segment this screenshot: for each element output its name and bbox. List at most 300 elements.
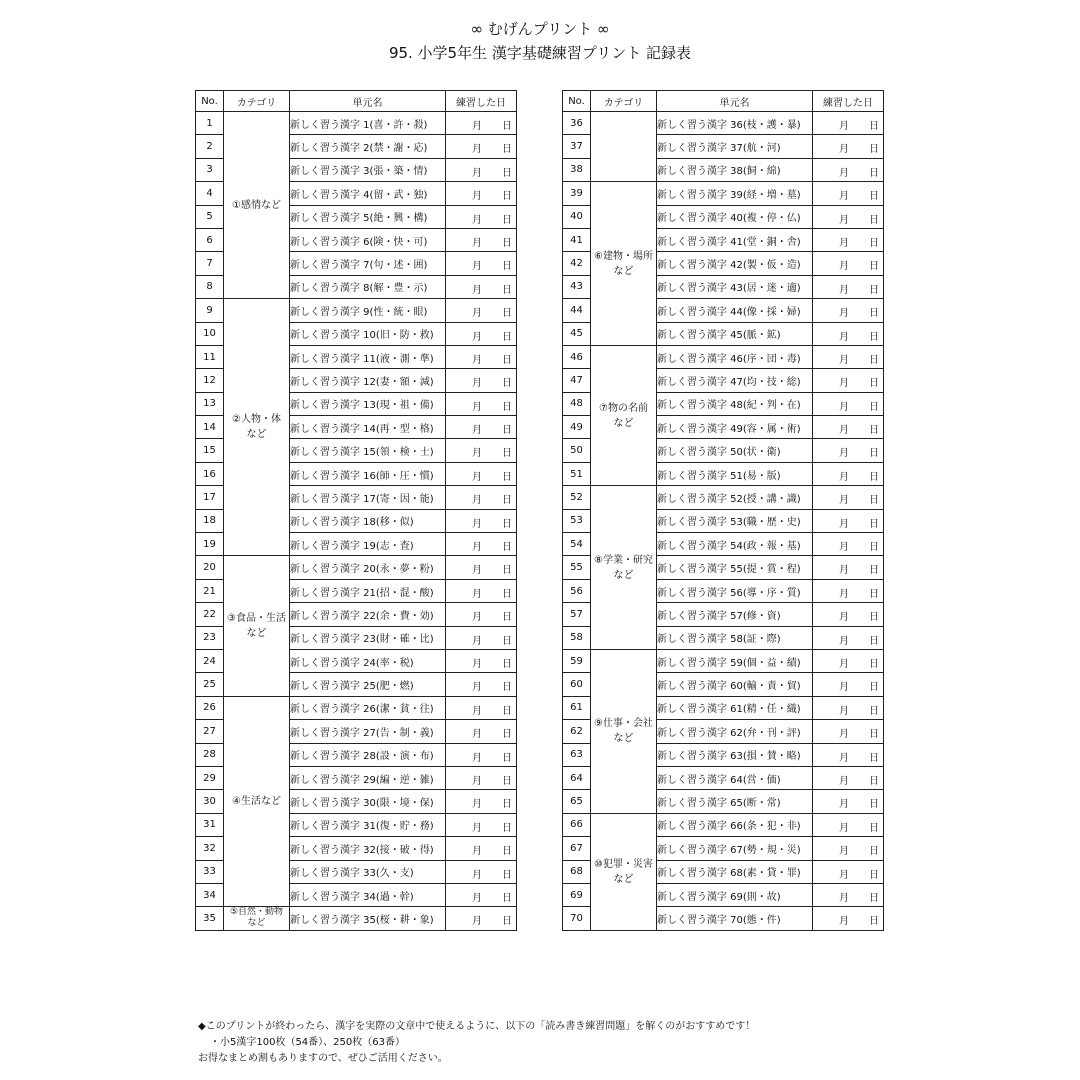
row-number: 35 xyxy=(196,907,224,930)
month-label: 月 xyxy=(839,729,849,741)
practice-date-cell[interactable] xyxy=(813,252,884,275)
table-row xyxy=(196,556,517,579)
day-label: 日 xyxy=(869,775,879,787)
practice-date-cell[interactable] xyxy=(446,486,517,509)
practice-date-cell[interactable] xyxy=(813,205,884,228)
day-label: 日 xyxy=(869,752,879,764)
practice-date-cell[interactable] xyxy=(813,275,884,298)
unit-name: 新しく習う漢字 53(職・歴・史) xyxy=(657,509,813,532)
day-label: 日 xyxy=(502,401,512,413)
row-number: 26 xyxy=(196,696,224,719)
day-label: 日 xyxy=(869,518,879,530)
col-category-header: カテゴリ xyxy=(591,91,657,112)
month-label: 月 xyxy=(472,752,482,764)
row-number: 6 xyxy=(196,228,224,251)
day-label: 日 xyxy=(869,471,879,483)
month-label: 月 xyxy=(839,705,849,717)
month-label: 月 xyxy=(839,214,849,226)
unit-name: 新しく習う漢字 58(証・際) xyxy=(657,626,813,649)
practice-date-cell[interactable] xyxy=(813,392,884,415)
practice-date-cell[interactable] xyxy=(446,158,517,181)
row-number: 57 xyxy=(563,603,591,626)
month-label: 月 xyxy=(472,261,482,273)
month-label: 月 xyxy=(472,565,482,577)
day-label: 日 xyxy=(502,729,512,741)
category-cell: ①感情など xyxy=(224,112,290,299)
day-label: 日 xyxy=(869,729,879,741)
unit-name: 新しく習う漢字 17(寄・因・能) xyxy=(290,486,446,509)
month-label: 月 xyxy=(472,495,482,507)
practice-date-cell[interactable] xyxy=(813,907,884,930)
category-cell: ⑤自然・動物 など xyxy=(224,907,290,930)
row-number: 10 xyxy=(196,322,224,345)
practice-date-cell[interactable] xyxy=(446,813,517,836)
unit-name: 新しく習う漢字 9(性・統・眼) xyxy=(290,299,446,322)
month-label: 月 xyxy=(472,729,482,741)
category-cell: ⑦物の名前 など xyxy=(591,345,657,485)
unit-name: 新しく習う漢字 32(接・破・得) xyxy=(290,837,446,860)
day-label: 日 xyxy=(502,331,512,343)
day-label: 日 xyxy=(502,144,512,156)
practice-date-cell[interactable] xyxy=(446,649,517,672)
row-number: 59 xyxy=(563,649,591,672)
day-label: 日 xyxy=(869,565,879,577)
row-number: 37 xyxy=(563,135,591,158)
col-date-header: 練習した日 xyxy=(813,91,884,112)
month-label: 月 xyxy=(839,378,849,390)
month-label: 月 xyxy=(472,612,482,624)
row-number: 55 xyxy=(563,556,591,579)
row-number: 19 xyxy=(196,533,224,556)
month-label: 月 xyxy=(472,237,482,249)
row-number: 2 xyxy=(196,135,224,158)
day-label: 日 xyxy=(502,682,512,694)
practice-date-cell[interactable] xyxy=(813,533,884,556)
unit-name: 新しく習う漢字 3(張・築・情) xyxy=(290,158,446,181)
row-number: 11 xyxy=(196,345,224,368)
practice-date-cell[interactable] xyxy=(813,556,884,579)
practice-date-cell[interactable] xyxy=(446,907,517,930)
row-number: 39 xyxy=(563,182,591,205)
row-number: 24 xyxy=(196,649,224,672)
day-label: 日 xyxy=(869,237,879,249)
row-number: 36 xyxy=(563,112,591,135)
day-label: 日 xyxy=(869,869,879,881)
unit-name: 新しく習う漢字 13(現・祖・備) xyxy=(290,392,446,415)
month-label: 月 xyxy=(472,191,482,203)
practice-date-cell[interactable] xyxy=(813,626,884,649)
unit-name: 新しく習う漢字 48(紀・判・在) xyxy=(657,392,813,415)
unit-name: 新しく習う漢字 10(旧・防・救) xyxy=(290,322,446,345)
practice-date-cell[interactable] xyxy=(446,228,517,251)
month-label: 月 xyxy=(472,471,482,483)
day-label: 日 xyxy=(869,144,879,156)
unit-name: 新しく習う漢字 56(導・序・質) xyxy=(657,579,813,602)
practice-date-cell[interactable] xyxy=(813,696,884,719)
unit-name: 新しく習う漢字 63(損・賛・略) xyxy=(657,743,813,766)
day-label: 日 xyxy=(869,425,879,437)
month-label: 月 xyxy=(472,448,482,460)
day-label: 日 xyxy=(869,588,879,600)
unit-name: 新しく習う漢字 23(財・確・比) xyxy=(290,626,446,649)
month-label: 月 xyxy=(472,378,482,390)
footer-note: ◆このプリントが終わったら、漢字を実際の文章中で使えるように、以下の「読み書き練習問題」を解くのがおすすめです！ xyxy=(198,1021,756,1032)
practice-date-cell[interactable] xyxy=(446,696,517,719)
practice-date-cell[interactable] xyxy=(446,509,517,532)
table-row xyxy=(563,813,884,836)
practice-date-cell[interactable] xyxy=(446,112,517,135)
unit-name: 新しく習う漢字 20(永・夢・粉) xyxy=(290,556,446,579)
month-label: 月 xyxy=(472,869,482,881)
unit-name: 新しく習う漢字 14(再・型・格) xyxy=(290,416,446,439)
practice-date-cell[interactable] xyxy=(446,135,517,158)
row-number: 41 xyxy=(563,228,591,251)
practice-date-cell[interactable] xyxy=(813,509,884,532)
month-label: 月 xyxy=(472,214,482,226)
month-label: 月 xyxy=(472,682,482,694)
practice-date-cell[interactable] xyxy=(813,673,884,696)
practice-date-cell[interactable] xyxy=(813,486,884,509)
day-label: 日 xyxy=(502,191,512,203)
row-number: 27 xyxy=(196,720,224,743)
practice-date-cell[interactable] xyxy=(813,182,884,205)
unit-name: 新しく習う漢字 16(師・圧・慣) xyxy=(290,462,446,485)
practice-date-cell[interactable] xyxy=(813,720,884,743)
practice-date-cell[interactable] xyxy=(446,603,517,626)
practice-date-cell[interactable] xyxy=(446,462,517,485)
month-label: 月 xyxy=(839,799,849,811)
month-label: 月 xyxy=(839,308,849,320)
month-label: 月 xyxy=(839,448,849,460)
row-number: 38 xyxy=(563,158,591,181)
month-label: 月 xyxy=(839,916,849,928)
unit-name: 新しく習う漢字 49(容・属・術) xyxy=(657,416,813,439)
month-label: 月 xyxy=(839,471,849,483)
row-number: 49 xyxy=(563,416,591,439)
practice-date-cell[interactable] xyxy=(813,860,884,883)
practice-date-cell[interactable] xyxy=(446,205,517,228)
day-label: 日 xyxy=(502,425,512,437)
day-label: 日 xyxy=(869,261,879,273)
row-number: 40 xyxy=(563,205,591,228)
month-label: 月 xyxy=(472,425,482,437)
day-label: 日 xyxy=(502,822,512,834)
row-number: 23 xyxy=(196,626,224,649)
unit-name: 新しく習う漢字 61(精・任・織) xyxy=(657,696,813,719)
month-label: 月 xyxy=(839,191,849,203)
unit-name: 新しく習う漢字 11(液・測・準) xyxy=(290,345,446,368)
row-number: 65 xyxy=(563,790,591,813)
practice-date-cell[interactable] xyxy=(813,649,884,672)
unit-name: 新しく習う漢字 36(枝・護・暴) xyxy=(657,112,813,135)
row-number: 53 xyxy=(563,509,591,532)
month-label: 月 xyxy=(472,916,482,928)
practice-date-cell[interactable] xyxy=(813,416,884,439)
day-label: 日 xyxy=(869,822,879,834)
month-label: 月 xyxy=(839,822,849,834)
day-label: 日 xyxy=(869,448,879,460)
unit-name: 新しく習う漢字 22(余・費・効) xyxy=(290,603,446,626)
practice-date-cell[interactable] xyxy=(813,112,884,135)
row-number: 20 xyxy=(196,556,224,579)
month-label: 月 xyxy=(839,588,849,600)
practice-date-cell[interactable] xyxy=(813,158,884,181)
day-label: 日 xyxy=(869,284,879,296)
row-number: 3 xyxy=(196,158,224,181)
practice-date-cell[interactable] xyxy=(446,579,517,602)
day-label: 日 xyxy=(869,542,879,554)
unit-name: 新しく習う漢字 57(修・資) xyxy=(657,603,813,626)
table-row xyxy=(563,182,884,205)
col-unit-header: 単元名 xyxy=(657,91,813,112)
practice-date-cell[interactable] xyxy=(446,533,517,556)
row-number: 15 xyxy=(196,439,224,462)
day-label: 日 xyxy=(869,916,879,928)
unit-name: 新しく習う漢字 2(禁・謝・応) xyxy=(290,135,446,158)
practice-date-cell[interactable] xyxy=(446,275,517,298)
day-label: 日 xyxy=(869,167,879,179)
practice-date-cell[interactable] xyxy=(813,837,884,860)
month-label: 月 xyxy=(839,846,849,858)
row-number: 47 xyxy=(563,369,591,392)
month-label: 月 xyxy=(472,658,482,670)
unit-name: 新しく習う漢字 41(堂・銅・舎) xyxy=(657,228,813,251)
month-label: 月 xyxy=(839,237,849,249)
day-label: 日 xyxy=(869,682,879,694)
practice-date-cell[interactable] xyxy=(446,252,517,275)
practice-date-cell[interactable] xyxy=(446,345,517,368)
month-label: 月 xyxy=(839,612,849,624)
unit-name: 新しく習う漢字 64(営・価) xyxy=(657,766,813,789)
unit-name: 新しく習う漢字 42(製・仮・造) xyxy=(657,252,813,275)
row-number: 62 xyxy=(563,720,591,743)
day-label: 日 xyxy=(502,284,512,296)
practice-date-cell[interactable] xyxy=(446,556,517,579)
unit-name: 新しく習う漢字 8(解・豊・示) xyxy=(290,275,446,298)
practice-date-cell[interactable] xyxy=(446,416,517,439)
unit-name: 新しく習う漢字 31(復・貯・務) xyxy=(290,813,446,836)
practice-date-cell[interactable] xyxy=(813,369,884,392)
day-label: 日 xyxy=(869,378,879,390)
practice-date-cell[interactable] xyxy=(446,182,517,205)
practice-date-cell[interactable] xyxy=(446,837,517,860)
row-number: 29 xyxy=(196,766,224,789)
day-label: 日 xyxy=(869,121,879,132)
practice-date-cell[interactable] xyxy=(813,135,884,158)
day-label: 日 xyxy=(502,518,512,530)
day-label: 日 xyxy=(502,799,512,811)
row-number: 33 xyxy=(196,860,224,883)
practice-date-cell[interactable] xyxy=(813,766,884,789)
unit-name: 新しく習う漢字 50(状・衛) xyxy=(657,439,813,462)
day-label: 日 xyxy=(502,635,512,647)
unit-name: 新しく習う漢字 46(序・団・毒) xyxy=(657,345,813,368)
practice-date-cell[interactable] xyxy=(813,813,884,836)
day-label: 日 xyxy=(869,705,879,717)
day-label: 日 xyxy=(502,167,512,179)
col-date-header: 練習した日 xyxy=(446,91,517,112)
practice-date-cell[interactable] xyxy=(446,860,517,883)
row-number: 43 xyxy=(563,275,591,298)
table-row xyxy=(563,486,884,509)
day-label: 日 xyxy=(869,892,879,904)
row-number: 16 xyxy=(196,462,224,485)
unit-name: 新しく習う漢字 21(招・混・酸) xyxy=(290,579,446,602)
practice-date-cell[interactable] xyxy=(813,299,884,322)
practice-date-cell[interactable] xyxy=(446,790,517,813)
unit-name: 新しく習う漢字 60(輸・責・貿) xyxy=(657,673,813,696)
unit-name: 新しく習う漢字 15(領・検・士) xyxy=(290,439,446,462)
practice-date-cell[interactable] xyxy=(446,766,517,789)
row-number: 45 xyxy=(563,322,591,345)
practice-date-cell[interactable] xyxy=(446,369,517,392)
row-number: 44 xyxy=(563,299,591,322)
unit-name: 新しく習う漢字 27(告・制・義) xyxy=(290,720,446,743)
row-number: 12 xyxy=(196,369,224,392)
row-number: 56 xyxy=(563,579,591,602)
practice-date-cell[interactable] xyxy=(446,673,517,696)
row-number: 69 xyxy=(563,883,591,906)
table-row xyxy=(196,299,517,322)
day-label: 日 xyxy=(869,191,879,203)
col-no-header: No. xyxy=(196,91,224,112)
month-label: 月 xyxy=(839,284,849,296)
day-label: 日 xyxy=(869,354,879,366)
category-cell xyxy=(591,112,657,182)
month-label: 月 xyxy=(839,542,849,554)
row-number: 7 xyxy=(196,252,224,275)
day-label: 日 xyxy=(869,214,879,226)
unit-name: 新しく習う漢字 24(率・税) xyxy=(290,649,446,672)
month-label: 月 xyxy=(472,121,482,132)
unit-name: 新しく習う漢字 66(条・犯・非) xyxy=(657,813,813,836)
unit-name: 新しく習う漢字 30(限・境・保) xyxy=(290,790,446,813)
month-label: 月 xyxy=(839,167,849,179)
practice-date-cell[interactable] xyxy=(813,228,884,251)
month-label: 月 xyxy=(839,144,849,156)
day-label: 日 xyxy=(869,308,879,320)
row-number: 17 xyxy=(196,486,224,509)
month-label: 月 xyxy=(839,658,849,670)
month-label: 月 xyxy=(472,705,482,717)
day-label: 日 xyxy=(502,752,512,764)
row-number: 32 xyxy=(196,837,224,860)
practice-date-cell[interactable] xyxy=(813,345,884,368)
month-label: 月 xyxy=(839,121,849,132)
practice-date-cell[interactable] xyxy=(813,462,884,485)
table-row xyxy=(563,649,884,672)
col-unit-header: 単元名 xyxy=(290,91,446,112)
unit-name: 新しく習う漢字 67(勢・規・災) xyxy=(657,837,813,860)
month-label: 月 xyxy=(839,401,849,413)
month-label: 月 xyxy=(839,495,849,507)
row-number: 28 xyxy=(196,743,224,766)
unit-name: 新しく習う漢字 52(授・講・識) xyxy=(657,486,813,509)
practice-date-cell[interactable] xyxy=(813,603,884,626)
practice-date-cell[interactable] xyxy=(813,883,884,906)
unit-name: 新しく習う漢字 26(潔・貧・往) xyxy=(290,696,446,719)
practice-date-cell[interactable] xyxy=(446,299,517,322)
row-number: 1 xyxy=(196,112,224,135)
day-label: 日 xyxy=(502,261,512,273)
row-number: 68 xyxy=(563,860,591,883)
practice-date-cell[interactable] xyxy=(446,626,517,649)
month-label: 月 xyxy=(839,869,849,881)
month-label: 月 xyxy=(839,565,849,577)
table-row xyxy=(196,112,517,135)
row-number: 64 xyxy=(563,766,591,789)
month-label: 月 xyxy=(839,775,849,787)
unit-name: 新しく習う漢字 33(久・支) xyxy=(290,860,446,883)
unit-name: 新しく習う漢字 40(複・停・仏) xyxy=(657,205,813,228)
row-number: 51 xyxy=(563,462,591,485)
month-label: 月 xyxy=(839,682,849,694)
practice-date-cell[interactable] xyxy=(813,579,884,602)
day-label: 日 xyxy=(869,658,879,670)
unit-name: 新しく習う漢字 12(妻・額・減) xyxy=(290,369,446,392)
month-label: 月 xyxy=(839,635,849,647)
month-label: 月 xyxy=(472,284,482,296)
practice-date-cell[interactable] xyxy=(446,720,517,743)
practice-date-cell[interactable] xyxy=(446,743,517,766)
practice-date-cell[interactable] xyxy=(813,439,884,462)
unit-name: 新しく習う漢字 59(個・益・績) xyxy=(657,649,813,672)
row-number: 22 xyxy=(196,603,224,626)
practice-date-cell[interactable] xyxy=(813,322,884,345)
practice-date-cell[interactable] xyxy=(446,322,517,345)
row-number: 13 xyxy=(196,392,224,415)
month-label: 月 xyxy=(839,354,849,366)
month-label: 月 xyxy=(472,799,482,811)
unit-name: 新しく習う漢字 34(過・幹) xyxy=(290,883,446,906)
day-label: 日 xyxy=(502,612,512,624)
month-label: 月 xyxy=(839,331,849,343)
unit-name: 新しく習う漢字 55(提・賞・程) xyxy=(657,556,813,579)
day-label: 日 xyxy=(502,658,512,670)
table-row xyxy=(563,345,884,368)
row-number: 14 xyxy=(196,416,224,439)
record-table-right xyxy=(562,90,884,931)
record-table-left xyxy=(195,90,517,931)
category-cell: ②人物・体 など xyxy=(224,299,290,556)
day-label: 日 xyxy=(502,705,512,717)
day-label: 日 xyxy=(502,471,512,483)
site-name: ∞ むげんプリント ∞ xyxy=(470,20,610,38)
unit-name: 新しく習う漢字 62(弁・刊・評) xyxy=(657,720,813,743)
practice-date-cell[interactable] xyxy=(446,439,517,462)
unit-name: 新しく習う漢字 69(則・故) xyxy=(657,883,813,906)
unit-name: 新しく習う漢字 54(政・報・基) xyxy=(657,533,813,556)
row-number: 52 xyxy=(563,486,591,509)
day-label: 日 xyxy=(869,612,879,624)
unit-name: 新しく習う漢字 37(航・河) xyxy=(657,135,813,158)
month-label: 月 xyxy=(472,331,482,343)
unit-name: 新しく習う漢字 1(喜・許・殺) xyxy=(290,112,446,135)
unit-name: 新しく習う漢字 25(肥・燃) xyxy=(290,673,446,696)
row-number: 61 xyxy=(563,696,591,719)
unit-name: 新しく習う漢字 5(絶・興・構) xyxy=(290,205,446,228)
practice-date-cell[interactable] xyxy=(813,743,884,766)
month-label: 月 xyxy=(472,167,482,179)
practice-date-cell[interactable] xyxy=(813,790,884,813)
unit-name: 新しく習う漢字 35(桜・耕・象) xyxy=(290,907,446,930)
category-cell: ⑧学業・研究 など xyxy=(591,486,657,650)
col-no-header: No. xyxy=(563,91,591,112)
col-category-header: カテゴリ xyxy=(224,91,290,112)
row-number: 30 xyxy=(196,790,224,813)
practice-date-cell[interactable] xyxy=(446,883,517,906)
practice-date-cell[interactable] xyxy=(446,392,517,415)
